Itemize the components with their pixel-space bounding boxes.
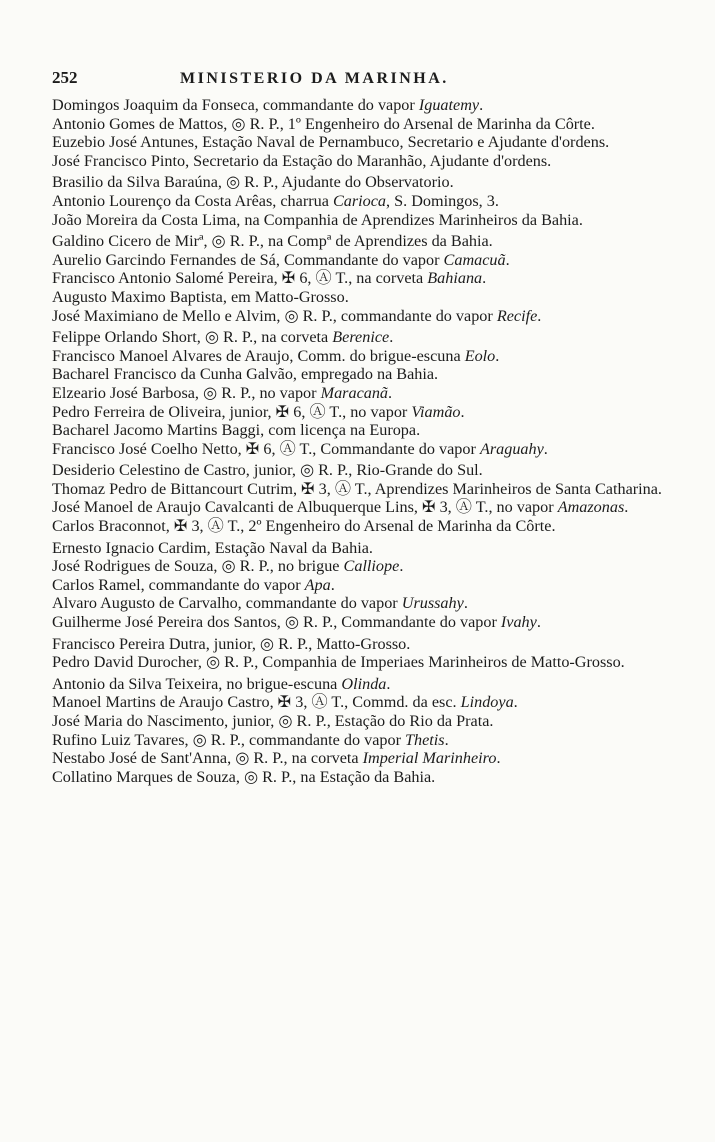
entry-text: Pedro David Durocher, ◎ R. P., Companhia de Imperiaes Marinheiros de Matto-Grosso. <box>52 653 625 672</box>
entry-text: José Francisco Pinto, Secretario da Estação do Maranhão, Ajudante d'ordens. <box>52 151 552 170</box>
entry-suffix: . <box>479 96 484 114</box>
entry-text: Bacharel Francisco da Cunha Galvão, empregado na Bahia. <box>52 365 439 384</box>
vessel-name: Viamão <box>411 402 461 421</box>
vessel-name: Maracanã <box>320 383 389 402</box>
list-item <box>52 192 679 211</box>
list-item <box>52 440 679 459</box>
vessel-name: Ivahy <box>500 613 537 632</box>
entry-text: Pedro Ferreira de Oliveira, junior, ✠ 6, Ⓐ T., no vapor <box>52 402 412 421</box>
entry-text: Nestabo José de Sant'Anna, ◎ R. P., na corveta <box>52 749 363 768</box>
vessel-name: Lindoya <box>460 693 514 712</box>
entry-text: Ernesto Ignacio Cardim, Estação Naval da Bahia. <box>52 538 373 557</box>
entry-suffix: , S. Domingos, 3. <box>386 191 499 210</box>
entry-suffix: . <box>537 306 542 325</box>
list-item <box>52 307 679 326</box>
entry-text: Augusto Maximo Baptista, em Matto-Grosso. <box>52 287 349 306</box>
entry-text: Guilherme José Pereira dos Santos, ◎ R. P., Commandante do vapor <box>52 613 501 632</box>
entry-suffix: . <box>463 594 468 613</box>
page-header <box>52 68 679 94</box>
entry-text: Francisco Pereira Dutra, junior, ◎ R. P., Matto-Grosso. <box>52 634 411 653</box>
list-item <box>52 133 679 152</box>
entry-text: Alvaro Augusto de Carvalho, commandante do vapor <box>52 594 402 613</box>
list-item <box>52 675 679 694</box>
list-item <box>52 749 679 768</box>
vessel-name: Urussahy <box>401 594 464 613</box>
entry-text: João Moreira da Costa Lima, na Companhia de Aprendizes Marinheiros da Bahia. <box>52 210 583 229</box>
entry-text: Carlos Ramel, commandante do vapor <box>52 575 305 594</box>
entry-suffix: . <box>399 557 404 576</box>
list-item <box>52 384 679 403</box>
page-number: 252 <box>52 68 78 87</box>
vessel-name: Recife <box>496 306 538 325</box>
entry-text: José Manoel de Araujo Cavalcanti de Albuquerque Lins, ✠ 3, Ⓐ T., no vapor <box>52 498 558 517</box>
list-item <box>52 288 679 307</box>
vessel-name: Bahiana <box>427 269 483 288</box>
entry-text: Domingos Joaquim da Fonseca, commandante do vapor <box>52 96 419 114</box>
list-item <box>52 152 679 171</box>
entry-text: Euzebio José Antunes, Estação Naval de Pernambuco, Secretario e Ajudante d'ordens. <box>52 133 610 152</box>
entry-suffix: . <box>624 498 629 517</box>
list-item <box>52 653 679 672</box>
entry-suffix: . <box>505 250 510 269</box>
list-item <box>52 712 679 731</box>
entry-suffix: . <box>496 749 501 768</box>
vessel-name: Apa <box>304 575 331 594</box>
list-item <box>52 328 679 347</box>
vessel-name: Eolo <box>464 346 496 365</box>
vessel-name: Berenice <box>332 328 390 347</box>
vessel-name: Camacuã <box>443 250 506 269</box>
vessel-name: Araguahy <box>479 439 544 458</box>
list-item <box>52 693 679 712</box>
entry-text: Antonio da Silva Teixeira, no brigue-escuna <box>52 674 342 693</box>
list-item <box>52 269 679 288</box>
entry-suffix: . <box>482 269 487 288</box>
entry-suffix: . <box>536 613 541 632</box>
list-item <box>52 576 679 595</box>
entry-text: Felippe Orlando Short, ◎ R. P., na corveta <box>52 328 333 347</box>
list-item <box>52 211 679 230</box>
list-item <box>52 403 679 422</box>
entry-text: Rufino Luiz Tavares, ◎ R. P., commandante do vapor <box>52 730 406 749</box>
entry-text: Bacharel Jacomo Martins Baggi, com licença na Europa. <box>52 421 421 440</box>
list-item <box>52 539 679 558</box>
entry-text: Collatino Marques de Souza, ◎ R. P., na Estação da Bahia. <box>52 767 436 786</box>
list-item <box>52 480 679 499</box>
entry-suffix: . <box>388 383 393 402</box>
entry-suffix: . <box>543 439 548 458</box>
vessel-name: Iguatemy <box>418 96 480 114</box>
list-item <box>52 115 679 134</box>
entry-text: José Maria do Nascimento, junior, ◎ R. P., Estação do Rio da Prata. <box>52 712 494 730</box>
vessel-name: Thetis <box>405 730 445 749</box>
entry-text: Antonio Gomes de Mattos, ◎ R. P., 1º Engenheiro do Arsenal de Marinha da Côrte. <box>52 114 595 133</box>
vessel-name: Imperial Marinheiro <box>362 749 497 768</box>
vessel-name: Carioca <box>332 191 387 210</box>
list-item <box>52 557 679 576</box>
entry-suffix: . <box>330 575 335 594</box>
entry-suffix: . <box>495 346 500 365</box>
list-item <box>52 173 679 192</box>
vessel-name: Olinda <box>341 674 387 693</box>
entry-text: Elzeario José Barbosa, ◎ R. P., no vapor <box>52 383 321 402</box>
entry-text: Carlos Braconnot, ✠ 3, Ⓐ T., 2º Engenheiro do Arsenal de Marinha da Côrte. <box>52 517 556 536</box>
list-item <box>52 517 679 536</box>
running-head: MINISTERIO DA MARINHA. <box>180 70 449 87</box>
list-item <box>52 498 679 517</box>
list-item <box>52 635 679 654</box>
list-item <box>52 232 679 251</box>
entry-text: Desiderio Celestino de Castro, junior, ◎ R. P., Rio-Grande do Sul. <box>52 461 483 480</box>
entry-suffix: . <box>386 674 391 693</box>
entry-text: José Rodrigues de Souza, ◎ R. P., no brigue <box>52 557 344 576</box>
list-item <box>52 96 679 115</box>
entry-text: Aurelio Garcindo Fernandes de Sá, Commandante do vapor <box>52 250 444 269</box>
list-item <box>52 731 679 750</box>
entry-text: José Maximiano de Mello e Alvim, ◎ R. P., commandante do vapor <box>52 306 497 325</box>
entry-suffix: . <box>444 730 449 749</box>
vessel-name: Calliope <box>343 557 400 576</box>
entry-text: Francisco José Coelho Netto, ✠ 6, Ⓐ T., Commandante do vapor <box>52 439 480 458</box>
list-item <box>52 461 679 480</box>
entry-list <box>52 96 679 786</box>
entry-text: Thomaz Pedro de Bittancourt Cutrim, ✠ 3, Ⓐ T., Aprendizes Marinheiros de Santa Catharina. <box>52 479 662 498</box>
list-item <box>52 251 679 270</box>
list-item <box>52 594 679 613</box>
entry-suffix: . <box>460 402 465 421</box>
entry-text: Francisco Manoel Alvares de Araujo, Comm. do brigue-escuna <box>52 346 465 365</box>
list-item <box>52 768 679 787</box>
entry-text: Brasilio da Silva Baraúna, ◎ R. P., Ajudante do Observatorio. <box>52 173 454 192</box>
entry-suffix: . <box>389 328 394 347</box>
list-item <box>52 613 679 632</box>
entry-text: Antonio Lourenço da Costa Arêas, charrua <box>52 191 333 210</box>
list-item <box>52 347 679 366</box>
list-item <box>52 365 679 384</box>
entry-text: Galdino Cicero de Mirª, ◎ R. P., na Compª de Aprendizes da Bahia. <box>52 232 493 251</box>
entry-text: Manoel Martins de Araujo Castro, ✠ 3, Ⓐ T., Commd. da esc. <box>52 693 461 712</box>
list-item <box>52 421 679 440</box>
vessel-name: Amazonas <box>557 498 625 517</box>
entry-text: Francisco Antonio Salomé Pereira, ✠ 6, Ⓐ T., na corveta <box>52 269 428 288</box>
entry-suffix: . <box>513 693 518 712</box>
